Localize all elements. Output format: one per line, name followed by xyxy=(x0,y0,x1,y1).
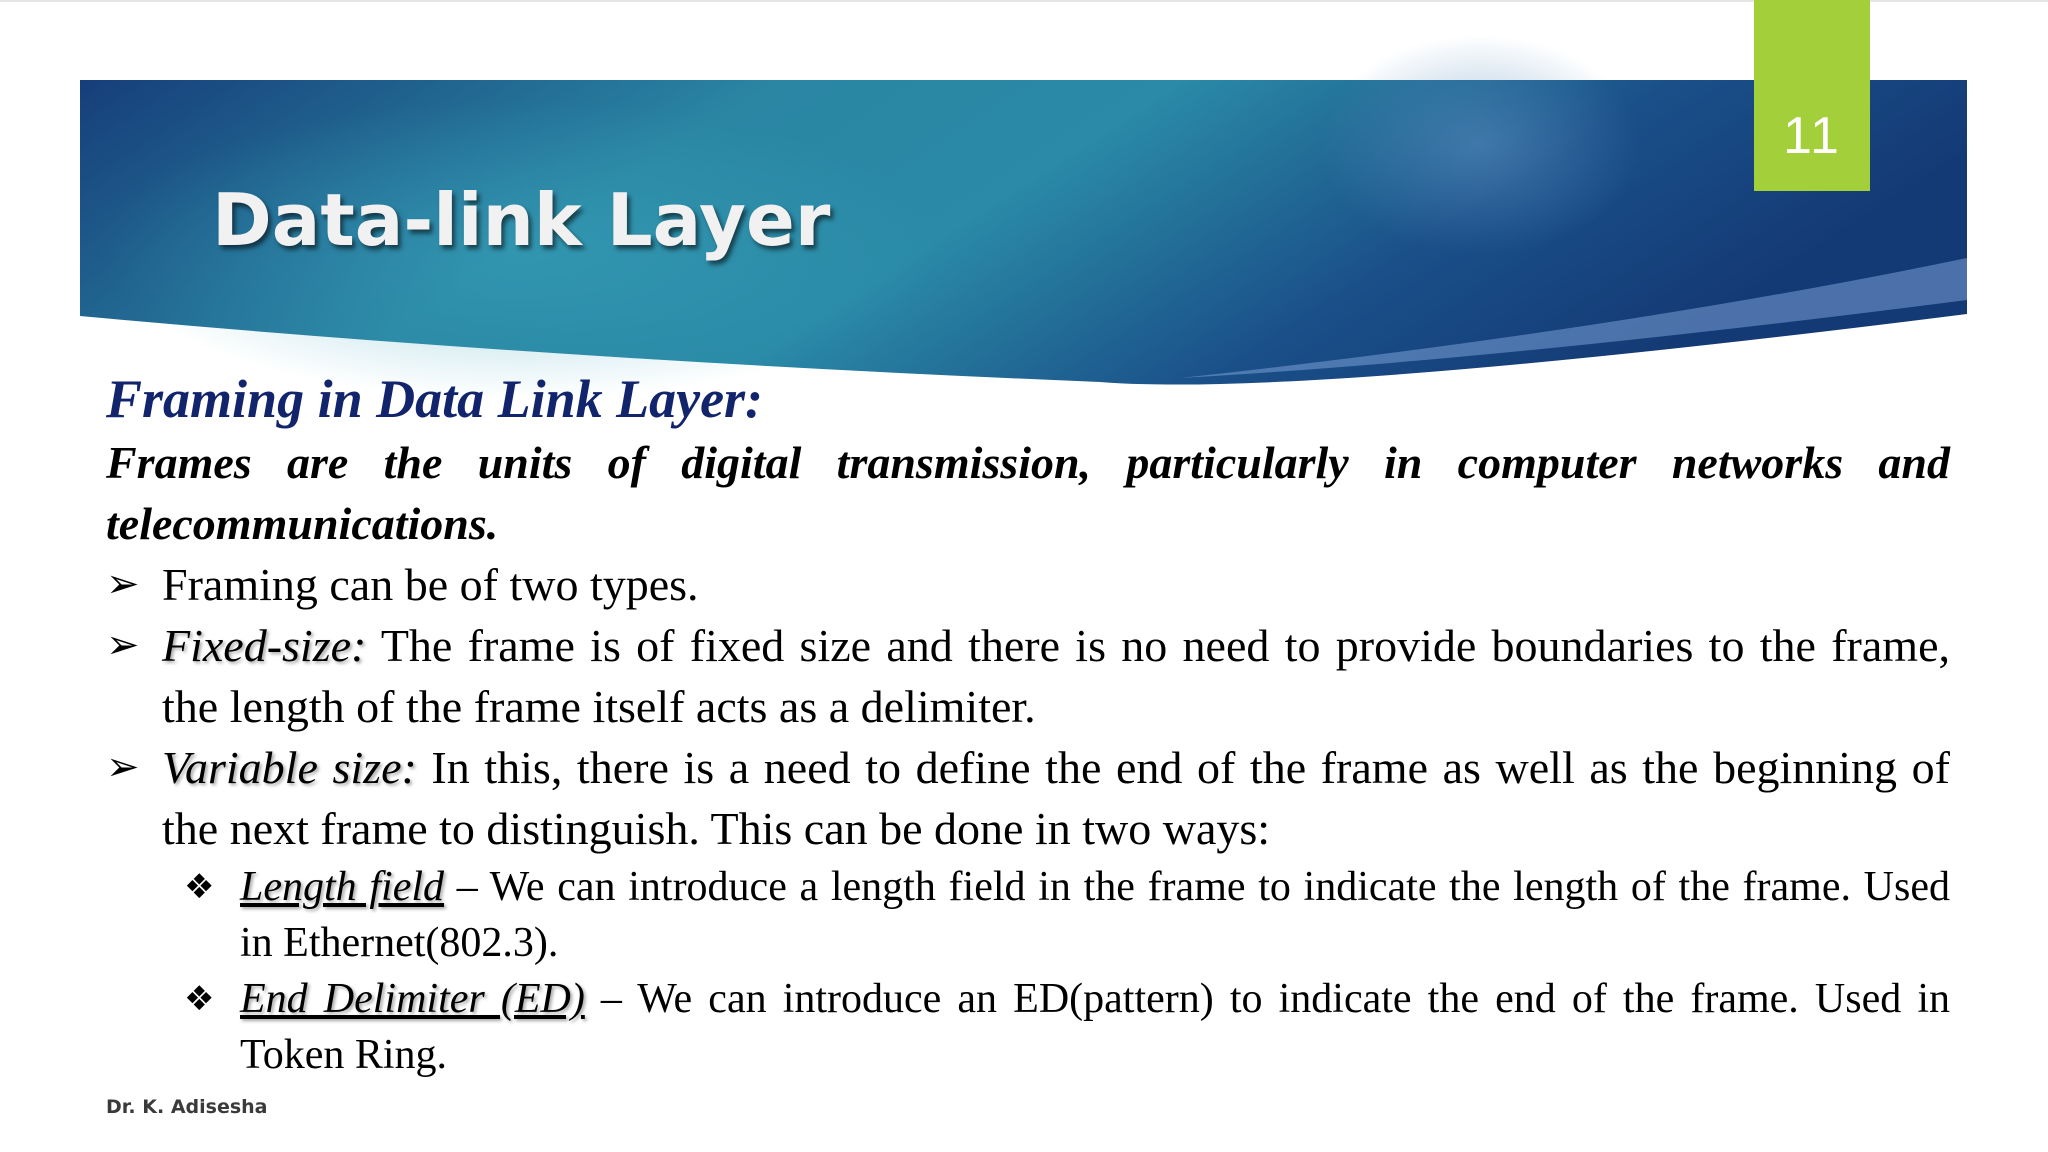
arrow-bullet-icon: ➢ xyxy=(106,744,140,790)
bullet-item xyxy=(106,737,1950,859)
slide-number: 11 xyxy=(1754,0,1870,191)
bullet-item xyxy=(106,615,1950,737)
bullet-term: Variable size: xyxy=(162,742,417,793)
sub-bullet-item xyxy=(184,859,1950,971)
author-footer: Dr. K. Adisesha xyxy=(106,1096,268,1118)
slide-content xyxy=(106,366,1950,1083)
sub-bullet-item xyxy=(184,971,1950,1083)
bullet-item xyxy=(106,554,1950,615)
section-heading: Framing in Data Link Layer: xyxy=(106,369,764,429)
bullet-text: Framing can be of two types. xyxy=(162,559,699,610)
bullet-text: The frame is of fixed size and there is no need to provide boundaries to the frame, the length of the frame itself acts as a delimiter. xyxy=(162,620,1950,732)
arrow-bullet-icon: ➢ xyxy=(106,561,140,607)
slide-title: Data-link Layer xyxy=(212,178,831,262)
diamond-bullet-icon: ❖ xyxy=(184,867,215,907)
intro-paragraph: Frames are the units of digital transmission, particularly in computer networks and telecommunications. xyxy=(106,437,1950,549)
bullet-term: Fixed-size: xyxy=(162,620,367,671)
sub-bullet-text: – We can introduce a length field in the frame to indicate the length of the frame. Used in Ethernet(802.3). xyxy=(240,864,1950,966)
sub-bullet-text: – We can introduce an ED(pattern) to indicate the end of the frame. Used in Token Ring. xyxy=(240,976,1950,1078)
diamond-bullet-icon: ❖ xyxy=(184,979,215,1019)
sub-bullet-term: End Delimiter (ED) xyxy=(240,976,585,1022)
sub-bullet-term: Length field xyxy=(240,864,445,910)
arrow-bullet-icon: ➢ xyxy=(106,622,140,668)
bullet-text: In this, there is a need to define the end of the frame as well as the beginning of the next frame to distinguish. This can be done in two ways: xyxy=(162,742,1950,854)
